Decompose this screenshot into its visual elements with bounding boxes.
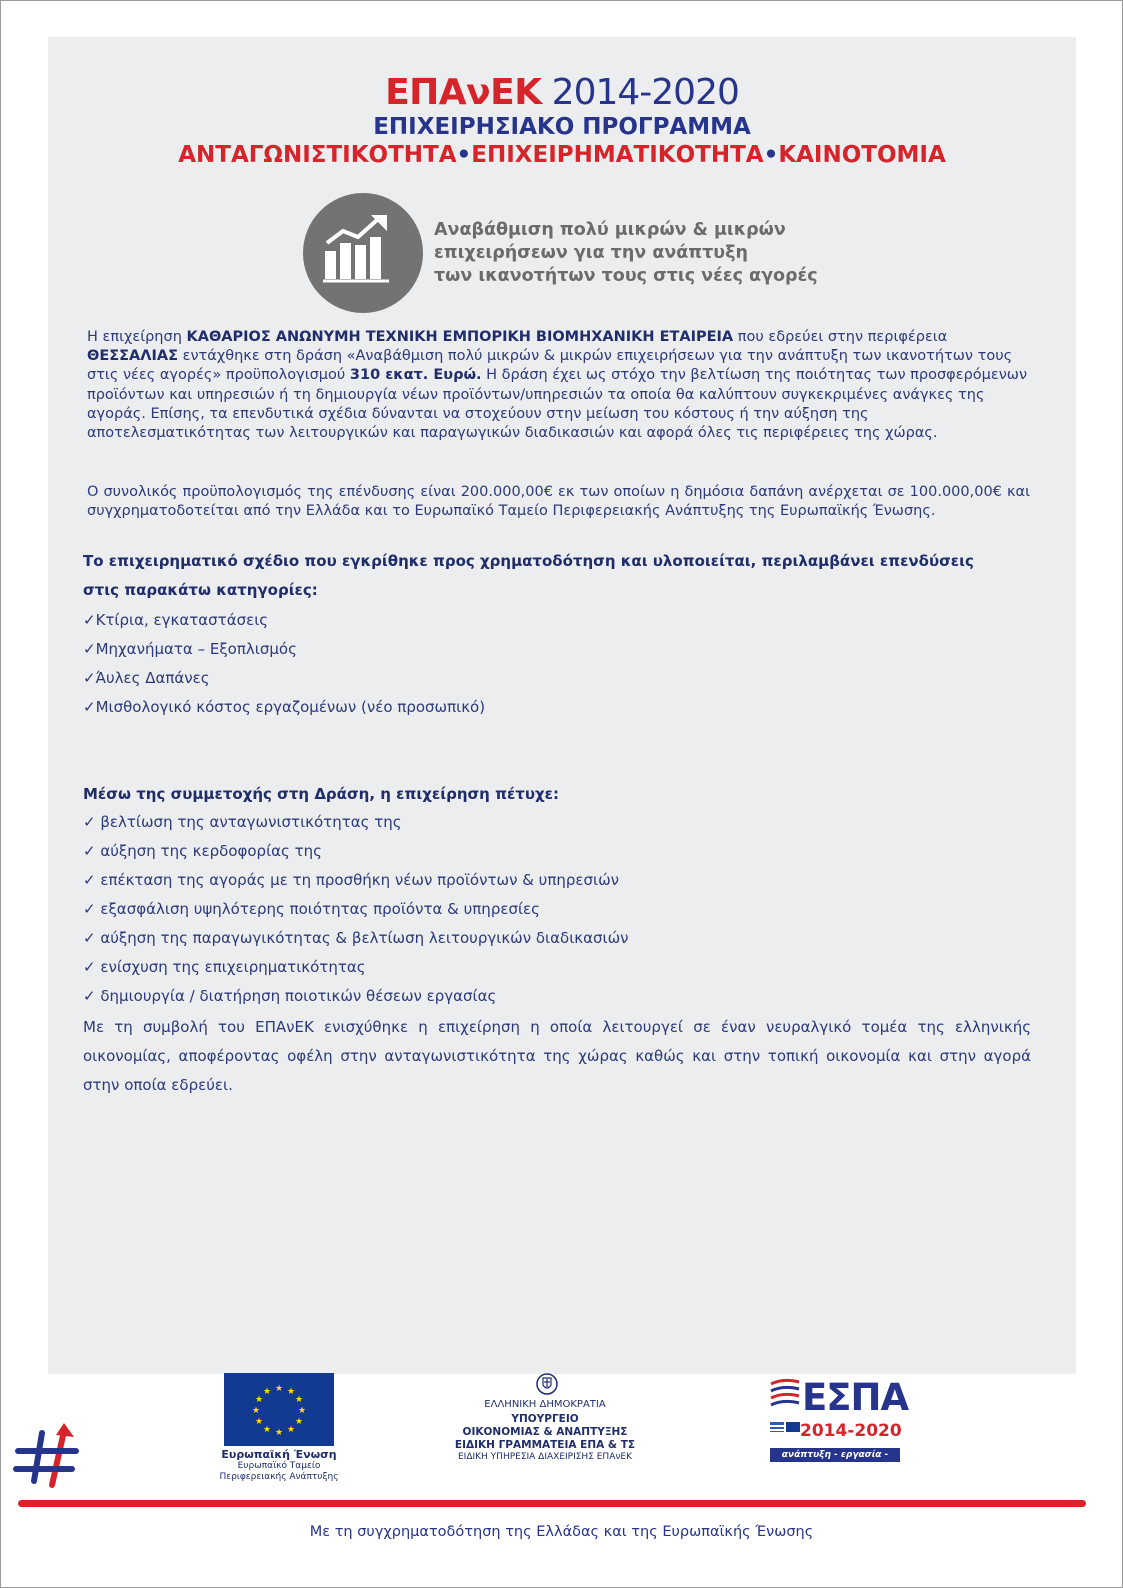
list-item: ✓ αύξηση της κερδοφορίας της: [83, 842, 322, 860]
categories-list: [83, 606, 485, 722]
action-title-line: Αναβάθμιση πολύ μικρών & μικρών: [434, 220, 786, 240]
svg-text:★: ★: [274, 1384, 284, 1394]
eu-fund-line: Ευρωπαϊκό Ταμείο: [237, 1461, 321, 1471]
svg-text:★: ★: [274, 1428, 284, 1438]
bar-chart-growth-icon: [303, 193, 423, 313]
espa-name: ΕΣΠΑ: [802, 1376, 909, 1419]
svg-text:★: ★: [286, 1387, 296, 1397]
ministry-line: ΕΙΔΙΚΗ ΓΡΑΜΜΑΤΕΙΑ ΕΠΑ & ΤΣ: [454, 1439, 636, 1451]
closing-paragraph: Με τη συμβολή του ΕΠΑνΕΚ ενισχύθηκε η επιχείρηση η οποία λειτουργεί σε έναν νευραλγικό τομέα της ελληνικής οικονομίας, αποφέροντας οφέλη στην ανταγωνιστικότητα της χώρας καθώς και στην τοπική οικονομία και στην αγορά στην οποία εδρεύει.: [83, 1018, 1031, 1094]
svg-text:★: ★: [254, 1395, 264, 1405]
eu-fund: [212, 1461, 346, 1483]
intro-text: Η επιχείρηση: [87, 329, 187, 345]
eu-fund-line: Περιφερειακής Ανάπτυξης: [219, 1472, 339, 1482]
action-budget: 310 εκατ. Ευρώ.: [349, 367, 482, 384]
espa-years: 2014-2020: [800, 1421, 902, 1441]
svg-text:★: ★: [294, 1395, 304, 1405]
list-item: ✓ βελτίωση της ανταγωνιστικότητας της: [83, 813, 402, 831]
programme-brand-line: [48, 72, 1076, 114]
results-title: Μέσω της συμμετοχής στη Δράση, η επιχείρηση πέτυχε:: [83, 785, 560, 803]
svg-text:★: ★: [294, 1417, 304, 1427]
categories-title: [83, 547, 1043, 605]
footer-divider: [18, 1500, 1086, 1507]
intro-paragraph: [87, 328, 1030, 443]
list-item: ✓ ενίσχυση της επιχειρηματικότητας: [83, 958, 366, 976]
list-item: ✓ αύξηση της παραγωγικότητας & βελτίωση λειτουργικών διαδικασιών: [83, 929, 629, 947]
theme-competitiveness: ΑΝΤΑΓΩΝΙΣΤΙΚΟΤΗΤΑ: [178, 142, 457, 168]
programme-period: 2014-2020: [551, 72, 739, 113]
svg-text:★: ★: [262, 1425, 272, 1435]
svg-text:★: ★: [286, 1425, 296, 1435]
company-name: ΚΑΘΑΡΙΟΣ ΑΝΩΝΥΜΗ ΤΕΧΝΙΚΗ ΕΜΠΟΡΙΚΗ ΒΙΟΜΗΧΑΝΙΚΗ ΕΤΑΙΡΕΙΑ: [186, 329, 734, 345]
svg-text:★: ★: [262, 1387, 272, 1397]
programme-themes: [48, 141, 1076, 169]
eu-name: Ευρωπαϊκή Ένωση: [221, 1448, 337, 1461]
categories-title-line: Το επιχειρηματικό σχέδιο που εγκρίθηκε προς χρηματοδότηση και υλοποιείται, περιλαμβάνει επενδύσεις: [83, 552, 974, 570]
list-item: ✓Κτίρια, εγκαταστάσεις: [83, 611, 269, 629]
action-title: [434, 219, 818, 288]
ministry-service: ΕΙΔΙΚΗ ΥΠΗΡΕΣΙΑ ΔΙΑΧΕΙΡΙΣΗΣ ΕΠΑνΕΚ: [458, 1452, 632, 1462]
ministry-country: ΕΛΛΗΝΙΚΗ ΔΗΜΟΚΡΑΤΙΑ: [484, 1399, 606, 1410]
action-title-line: επιχειρήσεων για την ανάπτυξη: [434, 243, 748, 263]
cofinancing-footer: Με τη συγχρηματοδότηση της Ελλάδας και της Ευρωπαϊκής Ένωσης: [309, 1524, 814, 1540]
categories-title-line: στις παρακάτω κατηγορίες:: [83, 581, 318, 599]
espa-tagline: ανάπτυξη - εργασία - αλληλεγγύη: [770, 1448, 900, 1462]
action-title-line: των ικανοτήτων τους στις νέες αγορές: [434, 266, 818, 286]
list-item: ✓ εξασφάλιση υψηλότερης ποιότητας προϊόντα & υπηρεσίες: [83, 900, 540, 918]
results-list: [83, 808, 629, 1011]
theme-separator: •: [456, 142, 472, 168]
intro-text: που εδρεύει στην περιφέρεια: [733, 329, 948, 345]
ministry-name: [440, 1413, 650, 1452]
region-name: ΘΕΣΣΑΛΙΑΣ: [87, 348, 179, 365]
programme-subtitle: ΕΠΙΧΕΙΡΗΣΙΑΚΟ ΠΡΟΓΡΑΜΜΑ: [373, 114, 751, 140]
greek-emblem-icon: [536, 1372, 558, 1400]
list-item: ✓Άυλες Δαπάνες: [83, 669, 210, 687]
list-item: ✓Μηχανήματα – Εξοπλισμός: [83, 640, 297, 658]
list-item: ✓Μισθολογικό κόστος εργαζομένων (νέο προσωπικό): [83, 698, 486, 716]
svg-text:★: ★: [251, 1406, 261, 1416]
svg-text:★: ★: [254, 1417, 264, 1427]
eu-flag-icon: [224, 1373, 334, 1446]
ministry-line: ΟΙΚΟΝΟΜΙΑΣ & ΑΝΑΠΤΥΞΗΣ: [462, 1426, 628, 1438]
theme-innovation: ΚΑΙΝΟΤΟΜΙΑ: [778, 142, 946, 168]
theme-entrepreneurship: ΕΠΙΧΕΙΡΗΜΑΤΙΚΟΤΗΤΑ: [471, 142, 764, 168]
intro-text: εντάχθηκε στη δράση «Αναβάθμιση πολύ μικρών & μικρών επιχειρήσεων για την ανάπτυξη των ικανοτήτων τους στις νέες αγορές» προϋπολογισμού: [87, 348, 1013, 384]
svg-text:★: ★: [297, 1406, 307, 1416]
budget-paragraph: Ο συνολικός προϋπολογισμός της επένδυσης είναι 200.000,00€ εκ των οποίων η δημόσια δαπάνη ανέρχεται σε 100.000,00€ και συγχρηματοδοτείται από την Ελλάδα και το Ευρωπαϊκό Ταμείο Περιφερειακής Ανάπτυξης της Ευρωπαϊκής Ένωσης.: [87, 484, 1030, 520]
hashtag-arrow-icon: [12, 1421, 82, 1495]
programme-brand: ΕΠΑνΕΚ: [385, 72, 542, 113]
theme-separator: •: [763, 142, 779, 168]
intro-text: Η δράση έχει ως στόχο την βελτίωση της ποιότητας των προσφερόμενων προϊόντων και υπηρεσιών ή τη δημιουργία νέων προϊόντων/υπηρεσιών τα οποία θα καλύπτουν συγκεκριμένες ανάγκες της αγοράς. Επίσης, τα επενδυτικά σχέδια δύνανται να στοχεύουν στην μείωση του κόστους ή την αύξηση της αποτελεσματικότητας των λειτουργικών και παραγωγικών διαδικασιών και αφορά όλες τις περιφέρειες της χώρας.: [87, 367, 1028, 442]
list-item: ✓ επέκταση της αγοράς με τη προσθήκη νέων προϊόντων & υπηρεσιών: [83, 871, 620, 889]
ministry-line: ΥΠΟΥΡΓΕΙΟ: [511, 1413, 579, 1425]
list-item: ✓ δημιουργία / διατήρηση ποιοτικών θέσεων εργασίας: [83, 987, 497, 1005]
programme-header: [48, 72, 1076, 169]
